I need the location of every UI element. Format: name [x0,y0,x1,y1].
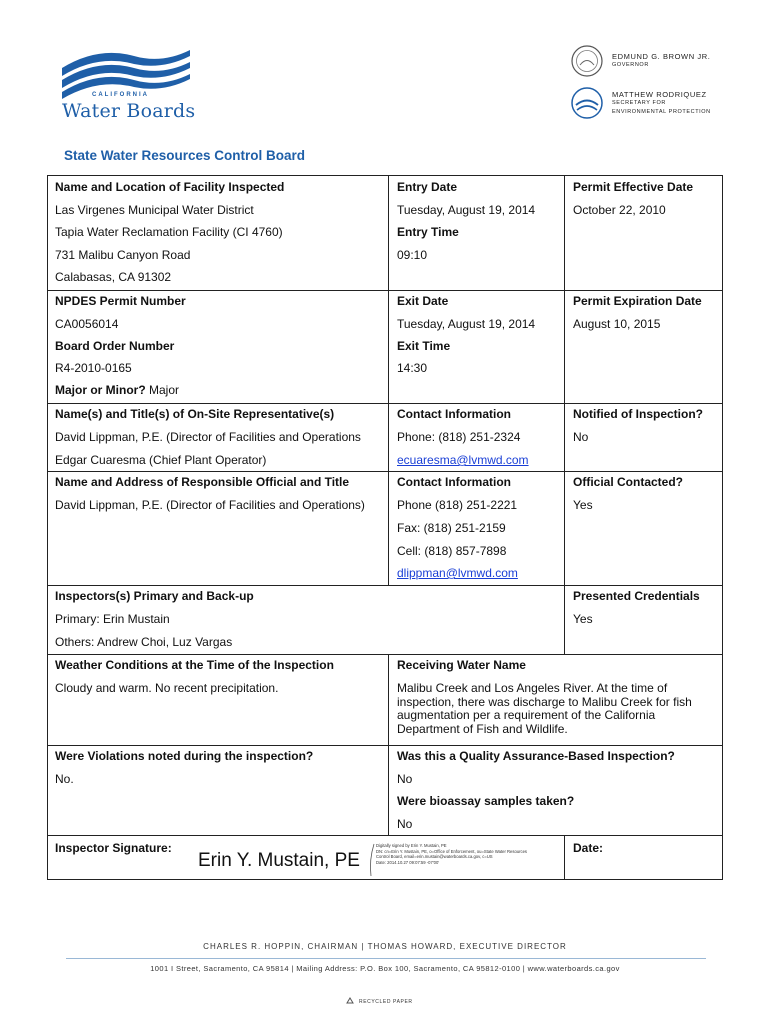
exit-time-label: Exit Time [397,339,451,353]
permit-expiration-label: Permit Expiration Date [573,294,702,308]
footer-rule [66,958,706,959]
contact2-fax: Fax: (818) 251-2159 [397,521,506,535]
responsible-label: Name and Address of Responsible Official and Title [55,475,350,489]
facility-line-2: Tapia Water Reclamation Facility (CI 4760) [55,225,283,239]
board-order-label: Board Order Number [55,339,175,353]
exit-time-value: 14:30 [397,361,428,375]
receiving-water-label: Receiving Water Name [397,658,526,672]
qa-label: Was this a Quality Assurance-Based Inspection? [397,749,675,763]
col-divider [564,835,565,880]
secretary-title-2: ENVIRONMENTAL PROTECTION [612,108,711,115]
state-seal-icon [570,44,604,78]
contact2-email-link[interactable]: dlippman@lvmwd.com [397,566,518,580]
onsite-rep-label: Name(s) and Title(s) of On-Site Representative(s) [55,407,335,421]
sig-fine-line-3: Control Board, email=erin.mustain@waterboards.ca.gov, c=US [376,854,493,860]
signature-label: Inspector Signature: [55,841,172,855]
facility-line-3: 731 Malibu Canyon Road [55,248,191,262]
board-title: State Water Resources Control Board [64,148,306,163]
date-label: Date: [573,841,604,855]
logo-california-text: CALIFORNIA [92,92,149,98]
permit-expiration-value: August 10, 2015 [573,317,661,331]
signature-mark-icon [368,842,376,878]
recycled-paper-text: RECYCLED PAPER [359,999,413,1005]
responsible-value: David Lippman, P.E. (Director of Facilities and Operations) [55,498,365,512]
inspectors-others: Others: Andrew Choi, Luz Vargas [55,635,233,649]
secretary-block [570,86,711,120]
weather-label: Weather Conditions at the Time of the Inspection [55,658,334,672]
sig-fine-line-1: Digitally signed by Erin Y. Mustain, PE [376,843,447,848]
col-divider [564,290,565,403]
facility-line-1: Las Virgenes Municipal Water District [55,203,254,217]
npdes-label: NPDES Permit Number [55,294,186,308]
footer-address: 1001 I Street, Sacramento, CA 95814 | Mailing Address: P.O. Box 100, Sacramento, CA 95812-0100 | www.waterboards.ca.gov [150,964,620,973]
calepa-logo-icon [570,86,604,120]
governor-name: EDMUND G. BROWN JR. [612,52,711,61]
digital-signature-details [376,843,561,865]
entry-time-label: Entry Time [397,225,459,239]
sig-fine-line-4: Date: 2014.10.27 09:07:59 -07'00' [376,859,440,865]
inspectors-primary: Primary: Erin Mustain [55,612,170,626]
contact2-phone: Phone (818) 251-2221 [397,498,518,512]
col-divider [388,403,389,585]
facility-label: Name and Location of Facility Inspected [55,180,285,194]
violations-label: Were Violations noted during the inspection? [55,749,314,763]
receiving-water-value: Malibu Creek and Los Angeles River. At the time of inspection, there was discharge to Malibu Creek for fish augmentation per a requirement of the California Department of Fish and Wildlife. [397,681,692,736]
major-minor [55,383,179,397]
facility-line-4: Calabasas, CA 91302 [55,270,172,284]
row-divider [47,654,723,655]
inspectors-label: Inspectors(s) Primary and Back-up [55,589,254,603]
governor-block [570,44,710,78]
npdes-value: CA0056014 [55,317,119,331]
onsite-rep-2: Edgar Cuaresma (Chief Plant Operator) [55,453,267,467]
notified-value: No [573,430,589,444]
row-divider [47,403,723,404]
entry-time-value: 09:10 [397,248,428,262]
contact-email-link[interactable]: ecuaresma@lvmwd.com [397,453,529,467]
entry-date-value: Tuesday, August 19, 2014 [397,203,536,217]
official-contacted-label: Official Contacted? [573,475,684,489]
footer-officers: CHARLES R. HOPPIN, CHAIRMAN | THOMAS HOWARD, EXECUTIVE DIRECTOR [203,942,567,951]
board-order-value: R4-2010-0165 [55,361,132,375]
col-divider [564,403,565,654]
violations-value: No. [55,772,74,786]
secretary-title-1: SECRETARY FOR [612,99,666,106]
credentials-label: Presented Credentials [573,589,700,603]
col-divider [388,290,389,403]
row-divider [47,585,723,586]
col-divider [388,175,389,290]
row-divider [47,290,723,291]
contact-info-label: Contact Information [397,407,511,421]
credentials-value: Yes [573,612,593,626]
row-divider [47,745,723,746]
bioassay-label: Were bioassay samples taken? [397,794,575,808]
recycled-paper-note [345,997,413,1007]
exit-date-label: Exit Date [397,294,449,308]
sig-fine-line-2: DN: cn=Erin Y. Mustain, PE, o=Office of Enforcement, ou=State Water Resources [376,848,528,854]
recycle-icon [345,997,355,1007]
notified-label: Notified of Inspection? [573,407,703,421]
contact2-label: Contact Information [397,475,511,489]
row-divider [47,471,723,472]
official-contacted-value: Yes [573,498,593,512]
governor-title: GOVERNOR [612,62,649,68]
contact-phone: Phone: (818) 251-2324 [397,430,521,444]
permit-effective-value: October 22, 2010 [573,203,666,217]
inspector-signature: Erin Y. Mustain, PE [198,850,360,871]
bioassay-value: No [397,817,413,831]
major-minor-label: Major or Minor? [55,383,146,397]
qa-value: No [397,772,413,786]
major-minor-value: Major [149,383,180,397]
weather-value: Cloudy and warm. No recent precipitation. [55,681,279,695]
exit-date-value: Tuesday, August 19, 2014 [397,317,536,331]
contact2-cell: Cell: (818) 857-7898 [397,544,507,558]
col-divider [564,175,565,290]
onsite-rep-1: David Lippman, P.E. (Director of Facilities and Operations [55,430,361,444]
entry-date-label: Entry Date [397,180,458,194]
permit-effective-label: Permit Effective Date [573,180,694,194]
secretary-name: MATTHEW RODRIQUEZ [612,89,707,99]
row-divider [47,835,723,836]
col-divider [388,654,389,835]
logo-water-boards-text: Water Boards [62,100,196,122]
